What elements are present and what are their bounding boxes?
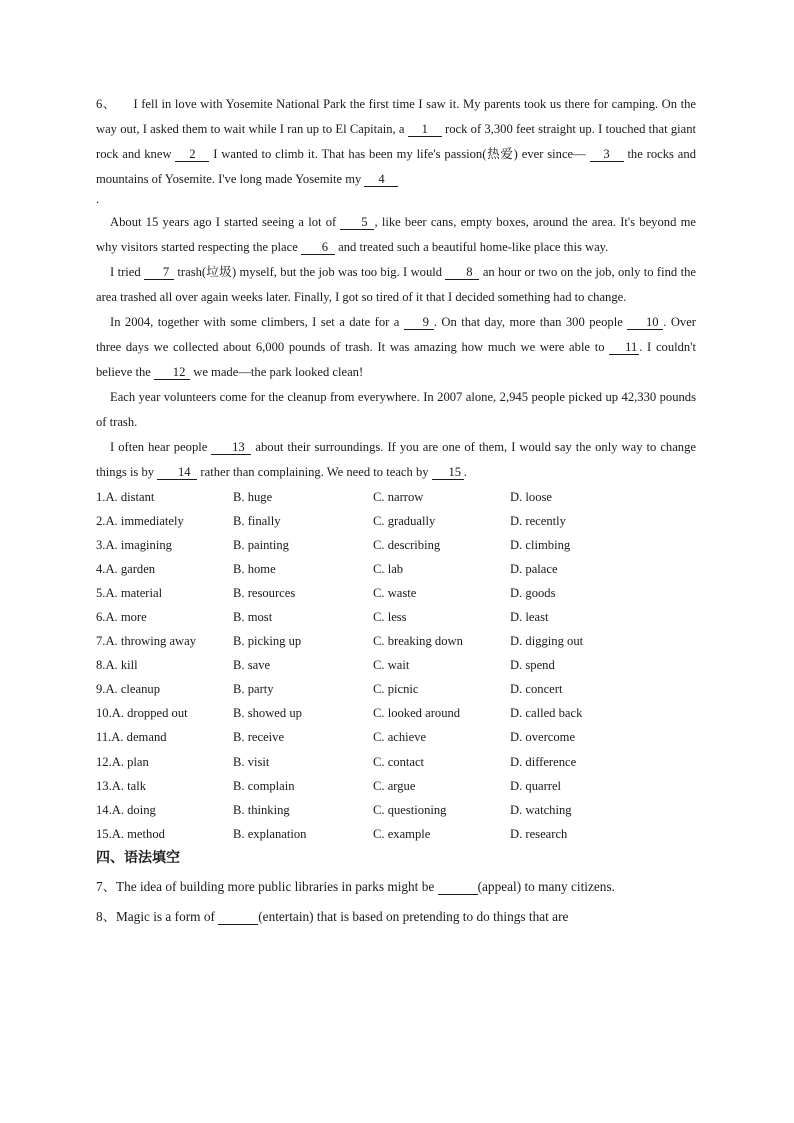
answer-blank-7: [438, 880, 478, 895]
option-3-d: D. climbing: [510, 537, 571, 552]
passage-text: Each year volunteers come for the cleanup from everywhere. In 2007 alone, 2,945 people picked up 42,330 pounds of trash.: [96, 390, 696, 429]
option-11-b: B. receive: [233, 730, 285, 745]
option-row: [96, 750, 630, 774]
option-5-d: D. goods: [510, 585, 556, 600]
option-row: [96, 485, 630, 509]
option-12-b: B. visit: [233, 754, 270, 769]
blank-7: 7: [144, 265, 174, 280]
passage-text: trash(垃圾) myself, but the job was too big. I would: [177, 265, 443, 279]
option-row: [96, 630, 630, 654]
option-15-b: B. explanation: [233, 826, 307, 841]
option-2-a: 2.A. immediately: [96, 513, 184, 528]
option-9-d: D. concert: [510, 682, 563, 697]
option-13-c: C. argue: [373, 778, 416, 793]
option-row: [96, 726, 630, 750]
option-5-b: B. resources: [233, 585, 296, 600]
question-text: (entertain) that is based on pretending to do things that are: [258, 909, 569, 925]
answer-blank-8: [218, 910, 258, 925]
option-row: [96, 678, 630, 702]
passage-text: I wanted to climb it. That has been my life's passion(热爱) ever since—: [213, 147, 586, 161]
option-2-b: B. finally: [233, 513, 281, 528]
blank-3: 3: [590, 147, 624, 162]
passage-text: In 2004, together with some climbers, I set a date for a: [110, 315, 400, 329]
option-row: [96, 605, 630, 629]
option-13-b: B. complain: [233, 778, 295, 793]
passage-text: an hour or two on the job, only to find the area trashed all over again weeks later. Finally, I got so tired of it that I decided something had to change.: [96, 265, 696, 304]
passage-text: we made—the park looked clean!: [193, 365, 364, 379]
option-6-c: C. less: [373, 610, 407, 625]
option-12-a: 12.A. plan: [96, 754, 149, 769]
passage-text: I often hear people: [110, 440, 208, 454]
option-1-a: 1.A. distant: [96, 489, 155, 504]
option-row: [96, 533, 630, 557]
passage-text: . Over three days we collected about 6,000 pounds of trash. It was amazing how much we were able to: [96, 315, 696, 354]
option-3-b: B. painting: [233, 537, 289, 552]
option-4-d: D. palace: [510, 561, 558, 576]
option-3-a: 3.A. imagining: [96, 537, 172, 552]
option-13-d: D. quarrel: [510, 778, 562, 793]
blank-10: 10: [627, 315, 663, 330]
passage-text: rather than complaining. We need to teach by: [200, 465, 429, 479]
passage-text: , like beer cans, empty boxes, around the area. It's beyond me why visitors started respecting the place: [96, 215, 696, 254]
passage-text: . On that day, more than 300 people: [433, 315, 623, 329]
grammar-question-8: [96, 902, 696, 932]
option-12-c: C. contact: [373, 754, 425, 769]
passage-paragraph-1: [96, 92, 696, 192]
option-2-c: C. gradually: [373, 513, 436, 528]
option-7-a: 7.A. throwing away: [96, 634, 197, 649]
option-8-c: C. wait: [373, 658, 410, 673]
blank-6: 6: [301, 240, 335, 255]
option-1-b: B. huge: [233, 489, 273, 504]
option-15-a: 15.A. method: [96, 826, 165, 841]
option-9-a: 9.A. cleanup: [96, 682, 160, 697]
option-9-c: C. picnic: [373, 682, 419, 697]
option-6-b: B. most: [233, 610, 273, 625]
option-5-a: 5.A. material: [96, 585, 163, 600]
option-14-c: C. questioning: [373, 802, 447, 817]
blank-8: 8: [445, 265, 479, 280]
blank-12: 12: [154, 365, 190, 380]
option-7-b: B. picking up: [233, 634, 302, 649]
option-11-c: C. achieve: [373, 730, 427, 745]
passage-paragraph-3: [96, 260, 696, 310]
passage-paragraph-5: [96, 385, 696, 435]
passage-text: rock of 3,300 feet straight up. I touched that giant rock and knew: [96, 122, 697, 161]
question-number: 6、: [96, 97, 116, 111]
option-3-c: C. describing: [373, 537, 441, 552]
option-7-c: C. breaking down: [373, 634, 463, 649]
passage-text: . I couldn't believe the: [96, 340, 696, 379]
question-text: (appeal) to many citizens.: [477, 879, 615, 895]
option-row: [96, 581, 630, 605]
option-5-c: C. waste: [373, 585, 417, 600]
option-14-a: 14.A. doing: [96, 802, 156, 817]
passage-paragraph-2: [96, 210, 696, 260]
passage-text: About 15 years ago I started seeing a lot of: [110, 215, 337, 229]
blank-2: 2: [175, 147, 209, 162]
option-14-d: D. watching: [510, 802, 572, 817]
option-2-d: D. recently: [510, 513, 566, 528]
option-row: [96, 509, 630, 533]
passage-paragraph-4: [96, 310, 696, 385]
option-row: [96, 822, 630, 846]
passage-text: and treated such a beautiful home-like place this way.: [338, 240, 609, 254]
trailing-period: .: [96, 192, 100, 206]
question-text: 8、Magic is a form of: [96, 909, 215, 925]
blank-11: 11: [609, 340, 639, 355]
option-13-a: 13.A. talk: [96, 778, 147, 793]
blank-15: 15: [432, 465, 464, 480]
option-15-c: C. example: [373, 826, 431, 841]
option-row: [96, 557, 630, 581]
grammar-question-7: [96, 872, 696, 902]
option-row: [96, 654, 630, 678]
blank-14: 14: [157, 465, 197, 480]
blank-5: 5: [340, 215, 374, 230]
option-14-b: B. thinking: [233, 802, 290, 817]
option-row: [96, 798, 630, 822]
blank-13: 13: [211, 440, 251, 455]
worksheet-page: [96, 92, 696, 932]
option-8-d: D. spend: [510, 658, 555, 673]
option-11-d: D. overcome: [510, 730, 576, 745]
options-table: [96, 485, 630, 846]
option-7-d: D. digging out: [510, 634, 584, 649]
option-15-d: D. research: [510, 826, 568, 841]
option-1-d: D. loose: [510, 489, 552, 504]
option-6-a: 6.A. more: [96, 610, 147, 625]
passage-text: I tried: [110, 265, 141, 279]
passage-text: about their surroundings. If you are one of them, I would say the only way to change things is by: [96, 440, 696, 479]
option-8-b: B. save: [233, 658, 271, 673]
option-10-a: 10.A. dropped out: [96, 706, 188, 721]
option-4-b: B. home: [233, 561, 276, 576]
option-10-d: D. called back: [510, 706, 583, 721]
blank-4: 4: [364, 172, 398, 187]
passage-text: the rocks and mountains of Yosemite. I've long made Yosemite my: [96, 147, 696, 186]
option-10-c: C. looked around: [373, 706, 461, 721]
option-8-a: 8.A. kill: [96, 658, 138, 673]
option-11-a: 11.A. demand: [96, 730, 167, 745]
blank-1: 1: [408, 122, 442, 137]
question-text: 7、The idea of building more public libraries in parks might be: [96, 879, 435, 895]
blank-9: 9: [404, 315, 434, 330]
option-6-d: D. least: [510, 610, 549, 625]
option-row: [96, 702, 630, 726]
option-1-c: C. narrow: [373, 489, 424, 504]
passage-paragraph-6: [96, 435, 696, 485]
passage-text: I fell in love with Yosemite National Park the first time I saw it. My parents took us there for camping. On the way out, I asked them to wait while I ran up to El Capitain, a: [96, 97, 697, 136]
option-9-b: B. party: [233, 682, 274, 697]
passage-text: .: [463, 465, 467, 479]
option-4-a: 4.A. garden: [96, 561, 156, 576]
section-title: 四、语法填空: [96, 850, 180, 867]
option-4-c: C. lab: [373, 561, 404, 576]
option-10-b: B. showed up: [233, 706, 302, 721]
option-12-d: D. difference: [510, 754, 577, 769]
option-row: [96, 774, 630, 798]
